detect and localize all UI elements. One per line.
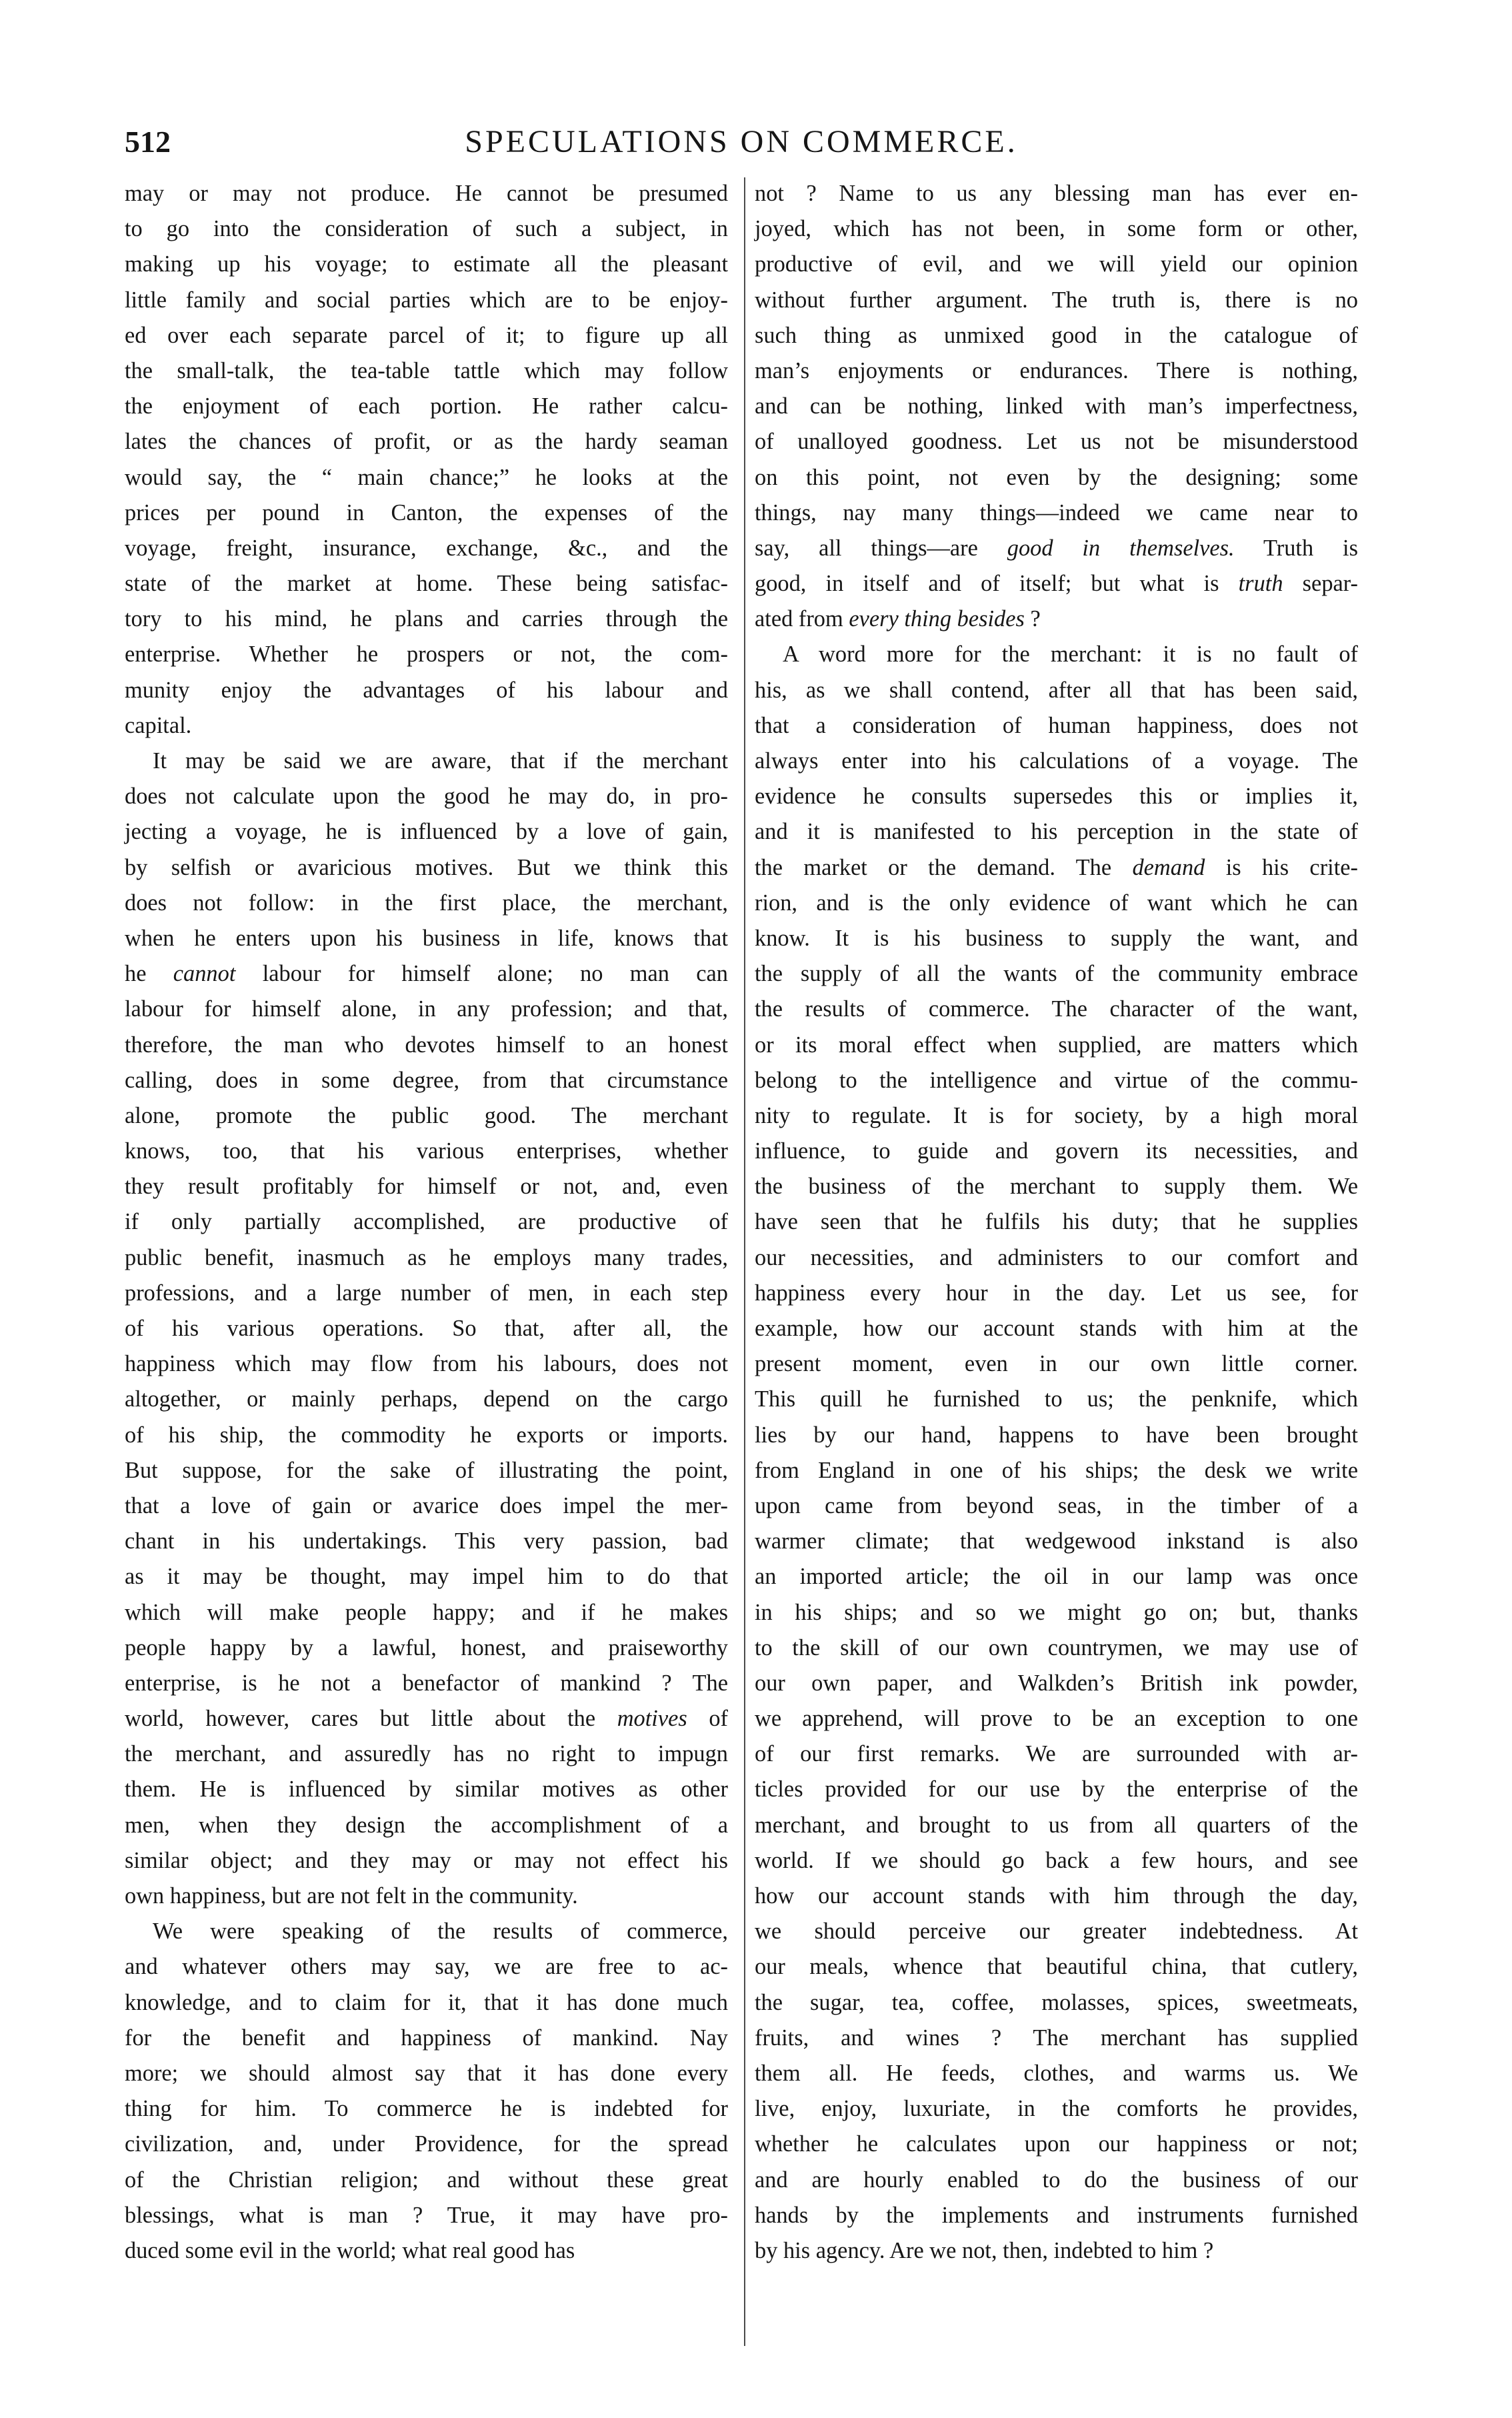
text-line: fruits, and wines ? The merchant has supplied: [755, 2025, 1358, 2051]
text-line: would say, the “ main chance;” he looks at the: [125, 464, 728, 490]
text-line: when he enters upon his business in life, knows that: [125, 925, 728, 951]
text-line: ated from every thing besides ?: [755, 606, 1041, 632]
text-line: productive of evil, and we will yield our opinion: [755, 251, 1358, 277]
text-line: enterprise, is he not a benefactor of mankind ? The: [125, 1670, 728, 1696]
text-line: happiness every hour in the day. Let us see, for: [755, 1280, 1358, 1306]
text-line: without further argument. The truth is, there is no: [755, 287, 1358, 313]
text-line: things, nay many things—indeed we came near to: [755, 499, 1358, 525]
text-line: such thing as unmixed good in the catalogue of: [755, 322, 1358, 348]
text-line: they result profitably for himself or not, and, even: [125, 1174, 728, 1200]
text-line: or its moral effect when supplied, are matters which: [755, 1032, 1358, 1058]
text-line: calling, does in some degree, from that circumstance: [125, 1067, 728, 1093]
text-line: more; we should almost say that it has done every: [125, 2060, 728, 2086]
text-line: that a consideration of human happiness, does not: [755, 712, 1358, 738]
text-line: knows, too, that his various enterprises, whether: [125, 1138, 728, 1164]
text-line: of his various operations. So that, after all, the: [125, 1316, 728, 1341]
text-line: if only partially accomplished, are productive of: [125, 1209, 728, 1235]
text-line: evidence he consults supersedes this or implies it,: [755, 784, 1358, 810]
text-line: nity to regulate. It is for society, by a high moral: [755, 1102, 1358, 1128]
text-line: know. It is his business to supply the want, and: [755, 925, 1358, 951]
text-line: of the Christian religion; and without these great: [125, 2167, 728, 2193]
text-line: good, in itself and of itself; but what is truth separ-: [755, 571, 1358, 597]
text-line: his, as we shall contend, after all that has been said,: [755, 677, 1358, 703]
text-line: the merchant, and assuredly has no right to impugn: [125, 1741, 728, 1767]
text-line: duced some evil in the world; what real good has: [125, 2237, 575, 2263]
text-line: We were speaking of the results of commerce,: [153, 1919, 728, 1945]
text-line: thing for him. To commerce he is indebted for: [125, 2096, 728, 2122]
text-line: we apprehend, will prove to be an exception to one: [755, 1706, 1358, 1732]
text-line: lates the chances of profit, or as the hardy seaman: [125, 429, 728, 455]
text-line: world. If we should go back a few hours, and see: [755, 1847, 1358, 1873]
text-line: chant in his undertakings. This very passion, bad: [125, 1528, 728, 1554]
text-line: say, all things—are good in themselves. Truth is: [755, 535, 1358, 561]
text-line: men, when they design the accomplishment of a: [125, 1812, 728, 1838]
text-line: of our first remarks. We are surrounded with ar-: [755, 1741, 1358, 1767]
text-line: enterprise. Whether he prospers or not, the com-: [125, 642, 728, 668]
text-line: our necessities, and administers to our comfort and: [755, 1244, 1358, 1270]
text-line: ed over each separate parcel of it; to figure up all: [125, 322, 728, 348]
text-line: to the skill of our own countrymen, we may use of: [755, 1634, 1358, 1660]
text-line: and are hourly enabled to do the business of our: [755, 2167, 1358, 2193]
text-line: our own paper, and Walkden’s British ink powder,: [755, 1670, 1358, 1696]
text-line: we should perceive our greater indebtedness. At: [755, 1919, 1358, 1945]
text-line: state of the market at home. These being satisfac-: [125, 571, 728, 597]
text-line: he cannot labour for himself alone; no man can: [125, 961, 729, 987]
text-line: similar object; and they may or may not effect his: [125, 1847, 728, 1873]
running-title: SPECULATIONS ON COMMERCE.: [465, 124, 1018, 159]
text-line: munity enjoy the advantages of his labour and: [125, 677, 728, 703]
text-line: people happy by a lawful, honest, and praiseworthy: [125, 1634, 728, 1660]
text-line: them. He is influenced by similar motives as other: [125, 1776, 728, 1802]
text-line: rion, and is the only evidence of want which he can: [755, 890, 1358, 916]
text-line: from England in one of his ships; the desk we write: [755, 1457, 1358, 1483]
text-line: warmer climate; that wedgewood inkstand is also: [755, 1528, 1358, 1554]
text-line: in his ships; and so we might go on; but, thanks: [755, 1599, 1358, 1625]
text-line: may or may not produce. He cannot be presumed: [125, 181, 728, 206]
text-line: hands by the implements and instruments furnished: [755, 2202, 1358, 2228]
text-line: world, however, cares but little about the motives of: [125, 1706, 728, 1732]
text-line: But suppose, for the sake of illustrating the point,: [125, 1457, 728, 1483]
text-line: the business of the merchant to supply them. We: [755, 1174, 1358, 1200]
text-line: knowledge, and to claim for it, that it has done much: [125, 1989, 728, 2015]
text-line: as it may be thought, may impel him to do that: [125, 1564, 728, 1590]
text-line: that a love of gain or avarice does impel the mer-: [125, 1492, 728, 1518]
text-line: ticles provided for our use by the enterprise of the: [755, 1776, 1358, 1802]
text-line: altogether, or mainly perhaps, depend on the cargo: [125, 1386, 728, 1412]
text-line: It may be said we are aware, that if the merchant: [153, 748, 728, 774]
text-line: and can be nothing, linked with man’s imperfectness,: [755, 393, 1358, 419]
text-line: on this point, not even by the designing; some: [755, 464, 1358, 490]
text-line: the supply of all the wants of the community embrace: [755, 961, 1358, 987]
text-line: example, how our account stands with him at the: [755, 1316, 1358, 1341]
text-line: civilization, and, under Providence, for the spread: [125, 2131, 728, 2157]
text-line: A word more for the merchant: it is no fault of: [783, 642, 1358, 668]
text-line: live, enjoy, luxuriate, in the comforts he provides,: [755, 2096, 1358, 2122]
text-line: of unalloyed goodness. Let us not be misunderstood: [755, 429, 1358, 455]
text-line: have seen that he fulfils his duty; that he supplies: [755, 1209, 1358, 1235]
text-line: which will make people happy; and if he makes: [125, 1599, 728, 1625]
text-line: alone, promote the public good. The merchant: [125, 1102, 728, 1128]
text-line: not ? Name to us any blessing man has ever en-: [755, 181, 1358, 206]
text-line: making up his voyage; to estimate all the pleasant: [125, 251, 728, 277]
text-line: how our account stands with him through the day,: [755, 1883, 1358, 1909]
text-line: capital.: [125, 712, 192, 738]
text-line: little family and social parties which are to be enjoy-: [125, 287, 728, 313]
running-head: [125, 119, 1358, 165]
text-line: upon came from beyond seas, in the timber of a: [755, 1492, 1358, 1518]
text-line: the sugar, tea, coffee, molasses, spices, sweetmeats,: [755, 1989, 1358, 2015]
page-number: 512: [125, 125, 171, 159]
text-line: the results of commerce. The character of the want,: [755, 996, 1358, 1022]
text-line: by his agency. Are we not, then, indebted to him ?: [755, 2237, 1214, 2263]
text-line: labour for himself alone, in any profession; and that,: [125, 996, 728, 1022]
text-line: the small-talk, the tea-table tattle which may follow: [125, 357, 728, 383]
text-line: whether he calculates upon our happiness or not;: [755, 2131, 1358, 2157]
right-text-column: [755, 176, 1358, 2269]
text-line: professions, and a large number of men, in each step: [125, 1280, 728, 1306]
text-line: tory to his mind, he plans and carries through the: [125, 606, 728, 632]
text-line: This quill he furnished to us; the penknife, which: [755, 1386, 1358, 1412]
text-line: happiness which may flow from his labours, does not: [125, 1351, 728, 1377]
text-line: the enjoyment of each portion. He rather calcu-: [125, 393, 728, 419]
text-line: own happiness, but are not felt in the community.: [125, 1883, 578, 1909]
text-line: therefore, the man who devotes himself to an honest: [125, 1032, 728, 1058]
text-line: joyed, which has not been, in some form or other,: [755, 216, 1358, 242]
text-line: them all. He feeds, clothes, and warms us. We: [755, 2060, 1358, 2086]
text-line: the market or the demand. The demand is his crite-: [755, 854, 1358, 880]
column-divider: [744, 177, 745, 2346]
left-text-column: [125, 176, 728, 2269]
text-line: jecting a voyage, he is influenced by a love of gain,: [125, 819, 728, 845]
text-line: our meals, whence that beautiful china, that cutlery,: [755, 1954, 1358, 1980]
text-line: and it is manifested to his perception in the state of: [755, 819, 1358, 845]
text-line: an imported article; the oil in our lamp was once: [755, 1564, 1358, 1590]
text-line: always enter into his calculations of a voyage. The: [755, 748, 1358, 774]
text-line: present moment, even in our own little corner.: [755, 1351, 1358, 1377]
text-line: prices per pound in Canton, the expenses of the: [125, 499, 728, 525]
text-line: public benefit, inasmuch as he employs many trades,: [125, 1244, 728, 1270]
text-line: of his ship, the commodity he exports or imports.: [125, 1422, 728, 1448]
text-line: does not follow: in the first place, the merchant,: [125, 890, 728, 916]
text-line: belong to the intelligence and virtue of the commu-: [755, 1067, 1358, 1093]
text-line: lies by our hand, happens to have been brought: [755, 1422, 1358, 1448]
text-line: to go into the consideration of such a subject, in: [125, 216, 728, 242]
text-line: voyage, freight, insurance, exchange, &c., and the: [125, 535, 728, 561]
text-line: and whatever others may say, we are free to ac-: [125, 1954, 728, 1980]
text-line: merchant, and brought to us from all quarters of the: [755, 1812, 1358, 1838]
text-line: influence, to guide and govern its necessities, and: [755, 1138, 1358, 1164]
text-line: man’s enjoyments or endurances. There is nothing,: [755, 357, 1358, 383]
text-line: for the benefit and happiness of mankind. Nay: [125, 2025, 728, 2051]
text-line: blessings, what is man ? True, it may have pro-: [125, 2202, 728, 2228]
text-line: by selfish or avaricious motives. But we think this: [125, 854, 728, 880]
text-line: does not calculate upon the good he may do, in pro-: [125, 784, 728, 810]
